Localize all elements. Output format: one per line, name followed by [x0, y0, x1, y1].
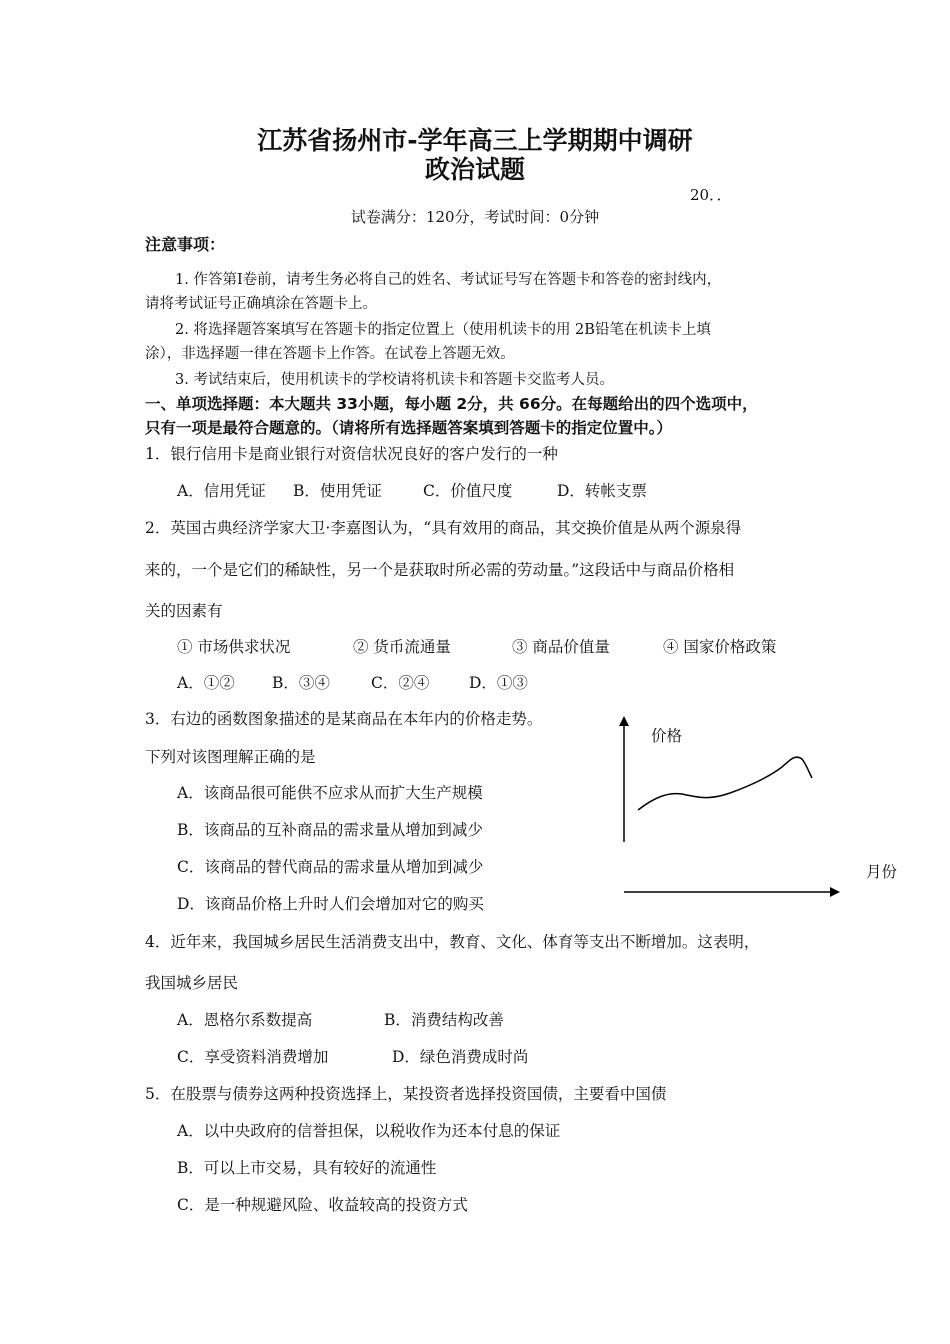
question-3-option-c: C．该商品的替代商品的需求量从增加到减少 — [177, 858, 484, 876]
question-2-stem: 关的因素有 — [145, 602, 223, 620]
section-heading: 只有一项是最符合题意的。（请将所有选择题答案填到答题卡的指定位置中。） — [145, 419, 673, 437]
question-3-option-b: B．该商品的互补商品的需求量从增加到减少 — [177, 821, 483, 839]
question-4-stem: 4．近年来，我国城乡居民生活消费支出中，教育、文化、体育等支出不断增加。这表明， — [145, 933, 760, 951]
question-2-factor: ③ 商品价值量 — [512, 638, 610, 656]
question-2-factor: ① 市场供求状况 — [177, 638, 291, 656]
question-1-option-d: D．转帐支票 — [557, 482, 647, 500]
question-4-option-a: A．恩格尔系数提高 — [177, 1011, 313, 1029]
exam-date: 20．． — [690, 186, 732, 204]
question-4-option-b: B．消费结构改善 — [384, 1011, 504, 1029]
question-1-option-b: B．使用凭证 — [293, 482, 382, 500]
price-curve — [638, 757, 812, 810]
question-3-option-d: D．该商品价格上升时人们会增加对它的购买 — [177, 895, 484, 913]
question-1-stem: 1．银行信用卡是商业银行对资信状况良好的客户发行的一种 — [145, 445, 558, 463]
question-4-option-c: C．享受资料消费增加 — [177, 1048, 329, 1066]
notice-heading: 注意事项： — [145, 235, 226, 254]
question-2-factor: ④ 国家价格政策 — [663, 638, 777, 656]
notice-line: 请将考试证号正确填涂在答题卡上。 — [145, 296, 377, 312]
question-5-stem: 5．在股票与债券这两种投资选择上，某投资者选择投资国债，主要看中国债 — [145, 1085, 667, 1103]
question-5-option-b: B．可以上市交易，具有较好的流通性 — [177, 1159, 437, 1177]
question-5-option-c: C．是一种规避风险、收益较高的投资方式 — [177, 1196, 468, 1214]
graph-y-label: 价格 — [651, 727, 683, 745]
question-2-stem: 来的，一个是它们的稀缺性，另一个是获取时所必需的劳动量。”这段话中与商品价格相 — [145, 561, 735, 579]
question-1-option-a: A．信用凭证 — [177, 482, 266, 500]
question-1-option-c: C．价值尺度 — [423, 482, 513, 500]
question-4-option-d: D．绿色消费成时尚 — [392, 1048, 529, 1066]
question-3-stem: 3．右边的函数图象描述的是某商品在本年内的价格走势。 — [145, 710, 543, 728]
exam-meta: 试卷满分：120分，考试时间：0分钟 — [350, 208, 600, 226]
notice-line: 3. 考试结束后，使用机读卡的学校请将机读卡和答题卡交监考人员。 — [175, 372, 614, 388]
notice-line: 涂），非选择题一律在答题卡上作答。在试卷上答题无效。 — [145, 346, 515, 362]
exam-subtitle: 政治试题 — [424, 155, 525, 184]
price-trend-graph — [610, 712, 910, 907]
exam-title: 江苏省扬州市-学年高三上学期期中调研 — [257, 126, 693, 155]
question-2-factor: ② 货币流通量 — [353, 638, 451, 656]
notice-line: 1. 作答第Ⅰ卷前，请考生务必将自己的姓名、考试证号写在答题卡和答卷的密封线内， — [175, 272, 722, 288]
question-2-option-b: B．③④ — [272, 674, 330, 692]
notice-line: 2. 将选择题答案填写在答题卡的指定位置上（使用机读卡的用 2B铅笔在机读卡上填 — [175, 322, 711, 338]
question-3-option-a: A．该商品很可能供不应求从而扩大生产规模 — [177, 784, 483, 802]
section-heading: 一、单项选择题：本大题共 33小题，每小题 2分，共 66分。在每题给出的四个选项中， — [145, 395, 758, 413]
question-2-option-d: D．①③ — [469, 674, 528, 692]
question-2-option-a: A．①② — [177, 674, 235, 692]
question-4-stem: 我国城乡居民 — [145, 974, 239, 992]
question-5-option-a: A．以中央政府的信誉担保，以税收作为还本付息的保证 — [177, 1122, 561, 1140]
question-2-stem: 2．英国古典经济学家大卫·李嘉图认为，“具有效用的商品，其交换价值是从两个源泉得 — [145, 519, 742, 537]
question-3-stem: 下列对该图理解正确的是 — [145, 748, 316, 766]
question-2-option-c: C．②④ — [371, 674, 430, 692]
graph-x-label: 月份 — [866, 863, 898, 881]
